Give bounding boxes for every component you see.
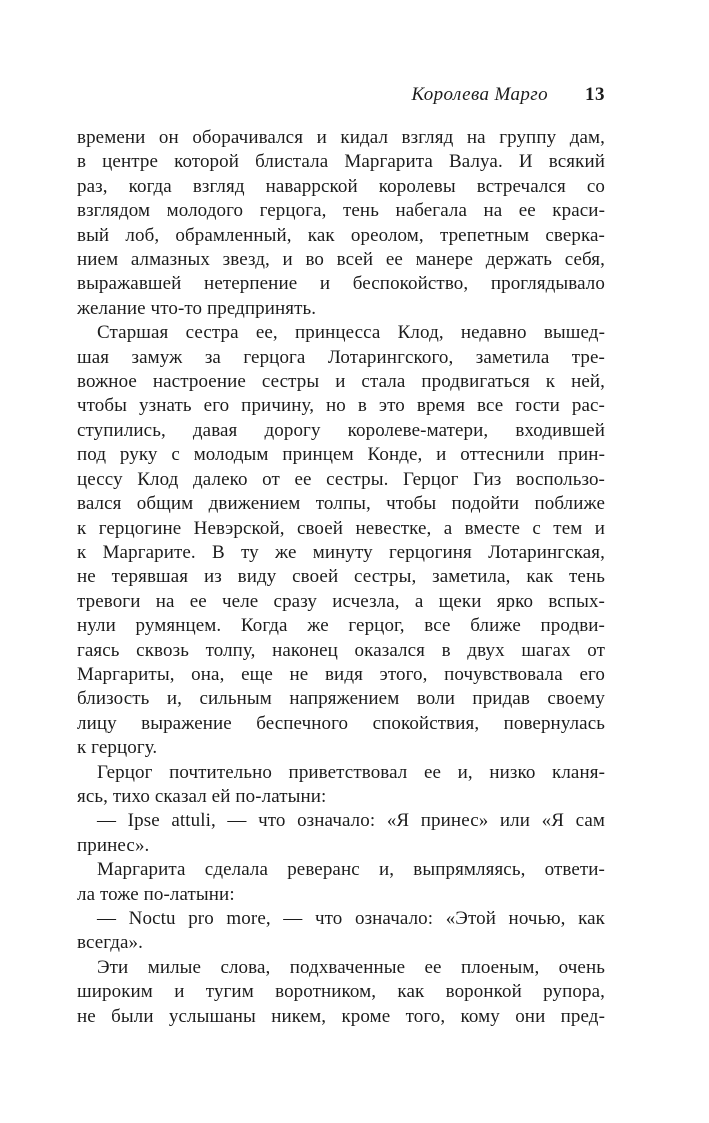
text-line: шая замуж за герцога Лотарингского, заметила тре- [77,346,605,368]
page-body [77,126,605,1029]
text-line: времени он оборачивался и кидал взгляд на группу дам, [77,127,605,148]
text-line: чтобы узнать его причину, но в это время все гости рас- [77,395,605,417]
text-line: вожное настроение сестры и стала продвигаться к ней, [77,371,605,393]
text-line: к герцогу. [77,737,158,759]
text-line: ла тоже по-латыни: [77,883,235,905]
text-line: не терявшая из виду своей сестры, заметила, как тень [77,566,605,588]
text-line: принес». [77,834,150,856]
text-line: широким и тугим воротником, как воронкой рупора, [77,981,605,1003]
text-line: всегда». [77,932,143,954]
text-line: вый лоб, обрамленный, как ореолом, трепетным сверка- [77,224,605,246]
text-line: нием алмазных звезд, и во всей ее манере держать себя, [77,249,605,271]
text-line: Старшая сестра ее, принцесса Клод, недавно вышед- [97,322,605,344]
text-line: к Маргарите. В ту же минуту герцогиня Лотарингская, [77,541,605,563]
text-line: Эти милые слова, подхваченные ее плоеным, очень [97,956,605,978]
text-line: вался общим движением толпы, чтобы подойти поближе [77,493,605,515]
text-line: Маргариты, она, еще не видя этого, почувствовала его [77,663,605,685]
text-line: выражавшей нетерпение и беспокойство, проглядывало [77,273,605,295]
text-line: ступились, давая дорогу королеве-матери, входившей [77,419,605,441]
text-line: желание что-то предпринять. [77,297,317,319]
text-line: — Noctu pro more, — что означало: «Этой ночью, как [97,908,605,929]
running-header [77,85,605,105]
text-line: Герцог почтительно приветствовал ее и, низко кланя- [97,761,605,783]
text-line: в центре которой блистала Маргарита Валуа. И всякий [77,151,605,173]
text-line: близость и, сильным напряжением воли придав своему [77,688,605,710]
text-line: лицу выражение беспечного спокойствия, повернулась [77,712,605,734]
text-line: Маргарита сделала реверанс и, выпрямляясь, ответи- [97,859,605,881]
text-line: под руку с молодым принцем Конде, и оттеснили прин- [77,444,605,466]
page-number: 13 [585,84,605,105]
text-line: гаясь сквозь толпу, наконец оказался в двух шагах от [77,639,605,661]
text-line: нули румянцем. Когда же герцог, все ближе продви- [77,615,605,637]
text-line: к герцогине Невэрской, своей невестке, а вместе с тем и [77,517,605,539]
text-line: не были услышаны никем, кроме того, кому они пред- [77,1005,605,1027]
text-line: ясь, тихо сказал ей по-латыни: [77,785,327,807]
text-line: взглядом молодого герцога, тень набегала на ее краси- [77,200,605,222]
running-title: Королева Марго [411,84,548,105]
text-line: цессу Клод далеко от ее сестры. Герцог Гиз воспользо- [77,468,605,490]
text-line: тревоги на ее челе сразу исчезла, а щеки ярко вспых- [77,590,605,612]
text-line: раз, когда взгляд наваррской королевы встречался со [77,175,605,197]
text-line: — Ipse attuli, — что означало: «Я принес» или «Я сам [97,810,605,832]
